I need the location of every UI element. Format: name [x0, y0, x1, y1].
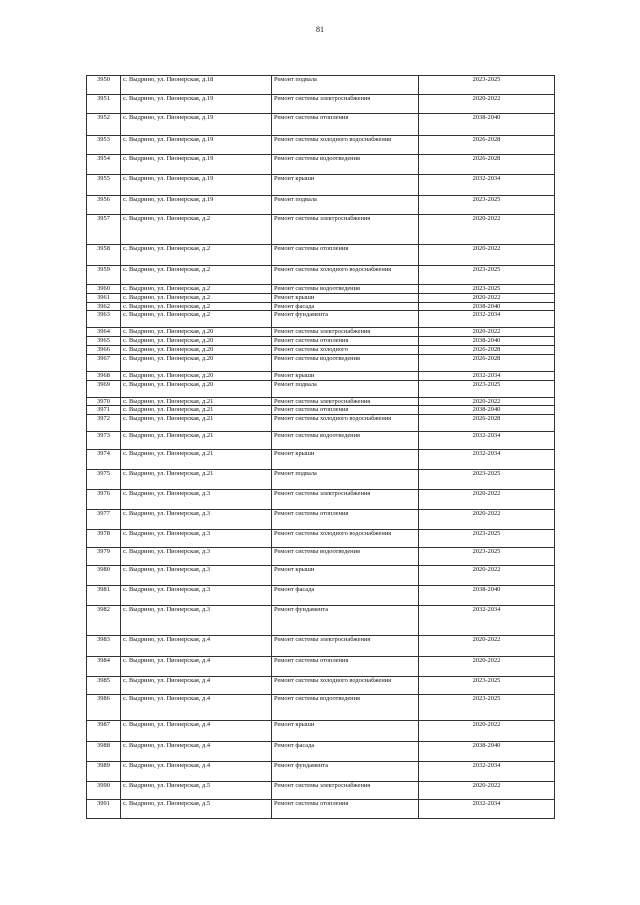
table-body: [87, 76, 555, 819]
row-number-cell: 3957: [87, 215, 121, 245]
work-type-cell: Ремонт подвала: [272, 76, 419, 95]
address-cell: с. Выдрино, ул. Пионерская, д.20: [121, 354, 272, 371]
row-number-cell: 3967: [87, 354, 121, 371]
address-cell: с. Выдрино, ул. Пионерская, д.21: [121, 415, 272, 432]
work-type-cell: Ремонт подвала: [272, 196, 419, 215]
period-cell: 2023-2025: [419, 266, 555, 285]
table-row: [87, 397, 555, 406]
address-cell: с. Выдрино, ул. Пионерская, д.21: [121, 450, 272, 470]
period-cell: 2020-2022: [419, 245, 555, 266]
period-cell: 2023-2025: [419, 548, 555, 566]
address-cell: с. Выдрино, ул. Пионерская, д.5: [121, 782, 272, 800]
work-type-cell: Ремонт системы холодного водоснабжения: [272, 677, 419, 695]
row-number-cell: 3963: [87, 311, 121, 328]
period-cell: 2023-2025: [419, 76, 555, 95]
row-number-cell: 3988: [87, 742, 121, 762]
address-cell: с. Выдрино, ул. Пионерская, д.19: [121, 196, 272, 215]
work-type-cell: Ремонт крыши: [272, 721, 419, 742]
table-row: [87, 311, 555, 328]
address-cell: с. Выдрино, ул. Пионерская, д.3: [121, 548, 272, 566]
table-row: [87, 245, 555, 266]
address-cell: с. Выдрино, ул. Пионерская, д.19: [121, 175, 272, 196]
table-row: [87, 76, 555, 95]
row-number-cell: 3960: [87, 285, 121, 294]
table-row: [87, 371, 555, 380]
table-row: [87, 302, 555, 311]
address-cell: с. Выдрино, ул. Пионерская, д.21: [121, 432, 272, 450]
address-cell: с. Выдрино, ул. Пионерская, д.3: [121, 586, 272, 606]
period-cell: 2026-2028: [419, 155, 555, 175]
row-number-cell: 3964: [87, 328, 121, 337]
period-cell: 2026-2028: [419, 345, 555, 354]
period-cell: 2032-2034: [419, 432, 555, 450]
address-cell: с. Выдрино, ул. Пионерская, д.2: [121, 245, 272, 266]
row-number-cell: 3986: [87, 695, 121, 721]
work-type-cell: Ремонт фундамента: [272, 606, 419, 636]
period-cell: 2020-2022: [419, 721, 555, 742]
work-type-cell: Ремонт фасада: [272, 586, 419, 606]
table-row: [87, 762, 555, 782]
row-number-cell: 3951: [87, 95, 121, 114]
work-type-cell: Ремонт фасада: [272, 302, 419, 311]
work-type-cell: Ремонт системы водоотведения: [272, 285, 419, 294]
period-cell: 2020-2022: [419, 657, 555, 677]
period-cell: 2038-2040: [419, 586, 555, 606]
address-cell: с. Выдрино, ул. Пионерская, д.20: [121, 380, 272, 397]
table-row: [87, 432, 555, 450]
row-number-cell: 3953: [87, 136, 121, 155]
table-row: [87, 695, 555, 721]
work-type-cell: Ремонт фасада: [272, 742, 419, 762]
address-cell: с. Выдрино, ул. Пионерская, д.3: [121, 490, 272, 510]
table-row: [87, 345, 555, 354]
period-cell: 2023-2025: [419, 677, 555, 695]
address-cell: с. Выдрино, ул. Пионерская, д.19: [121, 155, 272, 175]
row-number-cell: 3980: [87, 566, 121, 586]
period-cell: 2032-2034: [419, 606, 555, 636]
row-number-cell: 3990: [87, 782, 121, 800]
period-cell: 2023-2025: [419, 695, 555, 721]
row-number-cell: 3955: [87, 175, 121, 196]
work-type-cell: Ремонт системы холодного водоснабжения: [272, 266, 419, 285]
table-row: [87, 114, 555, 136]
row-number-cell: 3991: [87, 800, 121, 819]
row-number-cell: 3981: [87, 586, 121, 606]
row-number-cell: 3982: [87, 606, 121, 636]
work-type-cell: Ремонт системы холодного водоснабжения: [272, 136, 419, 155]
table-row: [87, 136, 555, 155]
table-row: [87, 155, 555, 175]
work-type-cell: Ремонт системы отопления: [272, 800, 419, 819]
row-number-cell: 3950: [87, 76, 121, 95]
work-type-cell: Ремонт системы электроснабжения: [272, 490, 419, 510]
address-cell: с. Выдрино, ул. Пионерская, д.20: [121, 328, 272, 337]
repair-schedule-table: [86, 75, 555, 819]
period-cell: 2020-2022: [419, 215, 555, 245]
work-type-cell: Ремонт крыши: [272, 293, 419, 302]
work-type-cell: Ремонт системы электроснабжения: [272, 636, 419, 657]
address-cell: с. Выдрино, ул. Пионерская, д.20: [121, 371, 272, 380]
address-cell: с. Выдрино, ул. Пионерская, д.4: [121, 636, 272, 657]
period-cell: 2023-2025: [419, 196, 555, 215]
row-number-cell: 3977: [87, 510, 121, 530]
table-row: [87, 95, 555, 114]
row-number-cell: 3987: [87, 721, 121, 742]
address-cell: с. Выдрино, ул. Пионерская, д.3: [121, 510, 272, 530]
row-number-cell: 3962: [87, 302, 121, 311]
work-type-cell: Ремонт системы водоотведения: [272, 155, 419, 175]
table-row: [87, 337, 555, 346]
table-row: [87, 510, 555, 530]
period-cell: 2038-2040: [419, 406, 555, 415]
address-cell: с. Выдрино, ул. Пионерская, д.4: [121, 695, 272, 721]
period-cell: 2020-2022: [419, 397, 555, 406]
address-cell: с. Выдрино, ул. Пионерская, д.4: [121, 677, 272, 695]
row-number-cell: 3954: [87, 155, 121, 175]
work-type-cell: Ремонт подвала: [272, 470, 419, 490]
period-cell: 2032-2034: [419, 762, 555, 782]
work-type-cell: Ремонт крыши: [272, 175, 419, 196]
address-cell: с. Выдрино, ул. Пионерская, д.2: [121, 302, 272, 311]
table-row: [87, 742, 555, 762]
table-row: [87, 677, 555, 695]
period-cell: 2038-2040: [419, 114, 555, 136]
work-type-cell: Ремонт крыши: [272, 371, 419, 380]
period-cell: 2020-2022: [419, 636, 555, 657]
work-type-cell: Ремонт системы водоотведения: [272, 354, 419, 371]
row-number-cell: 3970: [87, 397, 121, 406]
table-row: [87, 721, 555, 742]
address-cell: с. Выдрино, ул. Пионерская, д.4: [121, 762, 272, 782]
period-cell: 2026-2028: [419, 415, 555, 432]
work-type-cell: Ремонт крыши: [272, 450, 419, 470]
table-row: [87, 415, 555, 432]
table-row: [87, 530, 555, 548]
table-row: [87, 175, 555, 196]
address-cell: с. Выдрино, ул. Пионерская, д.3: [121, 606, 272, 636]
work-type-cell: Ремонт подвала: [272, 380, 419, 397]
address-cell: с. Выдрино, ул. Пионерская, д.19: [121, 136, 272, 155]
work-type-cell: Ремонт крыши: [272, 566, 419, 586]
period-cell: 2023-2025: [419, 530, 555, 548]
period-cell: 2032-2034: [419, 450, 555, 470]
table-row: [87, 548, 555, 566]
row-number-cell: 3965: [87, 337, 121, 346]
work-type-cell: Ремонт системы электроснабжения: [272, 328, 419, 337]
period-cell: 2020-2022: [419, 293, 555, 302]
address-cell: с. Выдрино, ул. Пионерская, д.21: [121, 470, 272, 490]
work-type-cell: Ремонт системы водоотведения: [272, 432, 419, 450]
period-cell: 2020-2022: [419, 510, 555, 530]
row-number-cell: 3968: [87, 371, 121, 380]
work-type-cell: Ремонт системы отопления: [272, 406, 419, 415]
address-cell: с. Выдрино, ул. Пионерская, д.21: [121, 406, 272, 415]
table-row: [87, 293, 555, 302]
work-type-cell: Ремонт фундамента: [272, 311, 419, 328]
row-number-cell: 3974: [87, 450, 121, 470]
table-row: [87, 380, 555, 397]
table-row: [87, 215, 555, 245]
table-row: [87, 470, 555, 490]
period-cell: 2020-2022: [419, 328, 555, 337]
table-row: [87, 800, 555, 819]
work-type-cell: Ремонт системы водоотведения: [272, 695, 419, 721]
period-cell: 2032-2034: [419, 175, 555, 196]
row-number-cell: 3979: [87, 548, 121, 566]
row-number-cell: 3984: [87, 657, 121, 677]
work-type-cell: Ремонт системы электроснабжения: [272, 782, 419, 800]
address-cell: с. Выдрино, ул. Пионерская, д.20: [121, 345, 272, 354]
table-row: [87, 782, 555, 800]
table-row: [87, 406, 555, 415]
period-cell: 2032-2034: [419, 311, 555, 328]
row-number-cell: 3969: [87, 380, 121, 397]
work-type-cell: Ремонт системы водоотведения: [272, 548, 419, 566]
period-cell: 2032-2034: [419, 371, 555, 380]
table-row: [87, 266, 555, 285]
table-row: [87, 328, 555, 337]
address-cell: с. Выдрино, ул. Пионерская, д.2: [121, 266, 272, 285]
period-cell: 2023-2025: [419, 380, 555, 397]
address-cell: с. Выдрино, ул. Пионерская, д.2: [121, 311, 272, 328]
row-number-cell: 3952: [87, 114, 121, 136]
table-row: [87, 196, 555, 215]
work-type-cell: Ремонт системы отопления: [272, 510, 419, 530]
row-number-cell: 3959: [87, 266, 121, 285]
work-type-cell: Ремонт системы отопления: [272, 657, 419, 677]
work-type-cell: Ремонт системы отопления: [272, 245, 419, 266]
period-cell: 2020-2022: [419, 782, 555, 800]
period-cell: 2026-2028: [419, 136, 555, 155]
address-cell: с. Выдрино, ул. Пионерская, д.2: [121, 293, 272, 302]
address-cell: с. Выдрино, ул. Пионерская, д.4: [121, 742, 272, 762]
address-cell: с. Выдрино, ул. Пионерская, д.2: [121, 285, 272, 294]
row-number-cell: 3976: [87, 490, 121, 510]
table-row: [87, 285, 555, 294]
table-row: [87, 586, 555, 606]
row-number-cell: 3983: [87, 636, 121, 657]
page-number: 81: [316, 25, 324, 34]
address-cell: с. Выдрино, ул. Пионерская, д.3: [121, 530, 272, 548]
period-cell: 2020-2022: [419, 490, 555, 510]
table-row: [87, 606, 555, 636]
address-cell: с. Выдрино, ул. Пионерская, д.19: [121, 114, 272, 136]
address-cell: с. Выдрино, ул. Пионерская, д.19: [121, 95, 272, 114]
row-number-cell: 3978: [87, 530, 121, 548]
row-number-cell: 3956: [87, 196, 121, 215]
address-cell: с. Выдрино, ул. Пионерская, д.21: [121, 397, 272, 406]
work-type-cell: Ремонт фундамента: [272, 762, 419, 782]
work-type-cell: Ремонт системы холодного водоснабжения: [272, 415, 419, 432]
period-cell: 2038-2040: [419, 337, 555, 346]
work-type-cell: Ремонт системы отопления: [272, 114, 419, 136]
row-number-cell: 3961: [87, 293, 121, 302]
row-number-cell: 3971: [87, 406, 121, 415]
table-row: [87, 566, 555, 586]
work-type-cell: Ремонт системы электроснабжения: [272, 215, 419, 245]
address-cell: с. Выдрино, ул. Пионерская, д.2: [121, 215, 272, 245]
work-type-cell: Ремонт системы электроснабжения: [272, 397, 419, 406]
period-cell: 2038-2040: [419, 742, 555, 762]
row-number-cell: 3989: [87, 762, 121, 782]
address-cell: с. Выдрино, ул. Пионерская, д.20: [121, 337, 272, 346]
period-cell: 2038-2040: [419, 302, 555, 311]
row-number-cell: 3975: [87, 470, 121, 490]
table-row: [87, 490, 555, 510]
address-cell: с. Выдрино, ул. Пионерская, д.3: [121, 566, 272, 586]
period-cell: 2020-2022: [419, 95, 555, 114]
row-number-cell: 3973: [87, 432, 121, 450]
row-number-cell: 3966: [87, 345, 121, 354]
row-number-cell: 3972: [87, 415, 121, 432]
table-row: [87, 354, 555, 371]
period-cell: 2032-2034: [419, 800, 555, 819]
row-number-cell: 3985: [87, 677, 121, 695]
row-number-cell: 3958: [87, 245, 121, 266]
work-type-cell: Ремонт системы холодного водоснабжения: [272, 530, 419, 548]
work-type-cell: Ремонт системы электроснабжения: [272, 95, 419, 114]
work-type-cell: Ремонт системы отопления: [272, 337, 419, 346]
address-cell: с. Выдрино, ул. Пионерская, д.18: [121, 76, 272, 95]
period-cell: 2026-2028: [419, 354, 555, 371]
table-row: [87, 636, 555, 657]
period-cell: 2020-2022: [419, 566, 555, 586]
address-cell: с. Выдрино, ул. Пионерская, д.5: [121, 800, 272, 819]
table-row: [87, 657, 555, 677]
address-cell: с. Выдрино, ул. Пионерская, д.4: [121, 721, 272, 742]
work-type-cell: Ремонт системы холодного: [272, 345, 419, 354]
period-cell: 2023-2025: [419, 470, 555, 490]
table-row: [87, 450, 555, 470]
period-cell: 2023-2025: [419, 285, 555, 294]
address-cell: с. Выдрино, ул. Пионерская, д.4: [121, 657, 272, 677]
